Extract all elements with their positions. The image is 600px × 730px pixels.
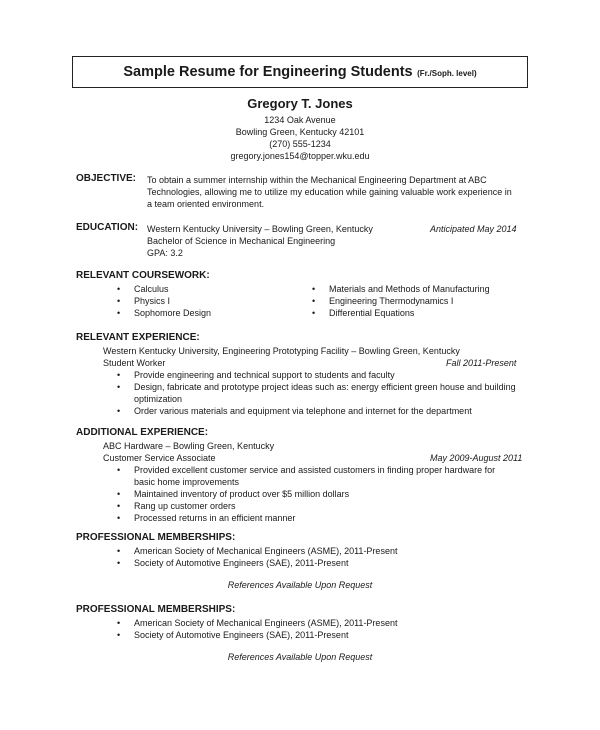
objective-line: a team oriented environment.: [147, 199, 265, 209]
additional-bullet-continued: basic home improvements: [134, 477, 240, 487]
additional-heading: ADDITIONAL EXPERIENCE:: [76, 427, 209, 438]
additional-bullet: • Processed returns in an efficient manner: [134, 512, 295, 524]
objective-line: To obtain a summer internship within the Mechanical Engineering Department at ABC: [147, 175, 487, 185]
membership-item: • American Society of Mechanical Engineers (ASME), 2011-Present: [134, 545, 397, 557]
contact-city: Bowling Green, Kentucky 42101: [235, 127, 365, 137]
title-box: [72, 56, 528, 88]
experience-bullet: • Order various materials and equipment via telephone and internet for the department: [134, 405, 472, 417]
education-school: Western Kentucky University – Bowling Green, Kentucky: [147, 224, 373, 234]
coursework-heading: RELEVANT COURSEWORK:: [76, 270, 210, 281]
additional-bullet: • Rang up customer orders: [134, 500, 236, 512]
coursework-item: • Sophomore Design: [134, 307, 211, 319]
references-note: References Available Upon Request: [227, 652, 373, 662]
experience-employer: Western Kentucky University, Engineering Prototyping Facility – Bowling Green, Kentucky: [103, 346, 460, 356]
membership-item: • Society of Automotive Engineers (SAE), 2011-Present: [134, 557, 348, 569]
membership-item: • American Society of Mechanical Engineers (ASME), 2011-Present: [134, 617, 397, 629]
coursework-item: • Materials and Methods of Manufacturing: [329, 283, 490, 295]
experience-role: Student Worker: [103, 358, 166, 368]
education-gpa: GPA: 3.2: [147, 248, 183, 258]
education-degree: Bachelor of Science in Mechanical Engineering: [147, 236, 336, 246]
objective-heading: OBJECTIVE:: [76, 173, 137, 184]
experience-heading: RELEVANT EXPERIENCE:: [76, 332, 200, 343]
experience-date: Fall 2011-Present: [446, 358, 517, 368]
education-heading: EDUCATION:: [76, 222, 139, 233]
document-title: Sample Resume for Engineering Students: [123, 64, 413, 80]
document-subtitle: (Fr./Soph. level): [417, 69, 477, 78]
additional-role: Customer Service Associate: [103, 453, 216, 463]
experience-bullet: • Design, fabricate and prototype project ideas such as: energy efficient green house and building: [134, 381, 516, 393]
coursework-item: • Physics I: [134, 295, 170, 307]
experience-bullet: • Provide engineering and technical support to students and faculty: [134, 369, 395, 381]
objective-line: Technologies, allowing me to utilize my education while gaining valuable work experience in: [147, 187, 512, 197]
contact-name: Gregory T. Jones: [247, 96, 353, 111]
references-note: References Available Upon Request: [227, 580, 373, 590]
additional-bullet: • Maintained inventory of product over $5 million dollars: [134, 488, 349, 500]
coursework-item: • Differential Equations: [329, 307, 414, 319]
membership-item: • Society of Automotive Engineers (SAE), 2011-Present: [134, 629, 348, 641]
coursework-item: • Calculus: [134, 283, 169, 295]
memberships-heading: PROFESSIONAL MEMBERSHIPS:: [76, 532, 236, 543]
additional-date: May 2009-August 2011: [430, 453, 523, 463]
contact-email: gregory.jones154@topper.wku.edu: [230, 151, 370, 161]
contact-street: 1234 Oak Avenue: [264, 115, 336, 125]
education-date: Anticipated May 2014: [430, 224, 517, 234]
contact-phone: (270) 555-1234: [269, 139, 331, 149]
additional-bullet: • Provided excellent customer service and assisted customers in finding proper hardware for: [134, 464, 495, 476]
additional-employer: ABC Hardware – Bowling Green, Kentucky: [103, 441, 275, 451]
coursework-item: • Engineering Thermodynamics I: [329, 295, 453, 307]
experience-bullet-continued: optimization: [134, 394, 183, 404]
memberships-heading: PROFESSIONAL MEMBERSHIPS:: [76, 604, 236, 615]
